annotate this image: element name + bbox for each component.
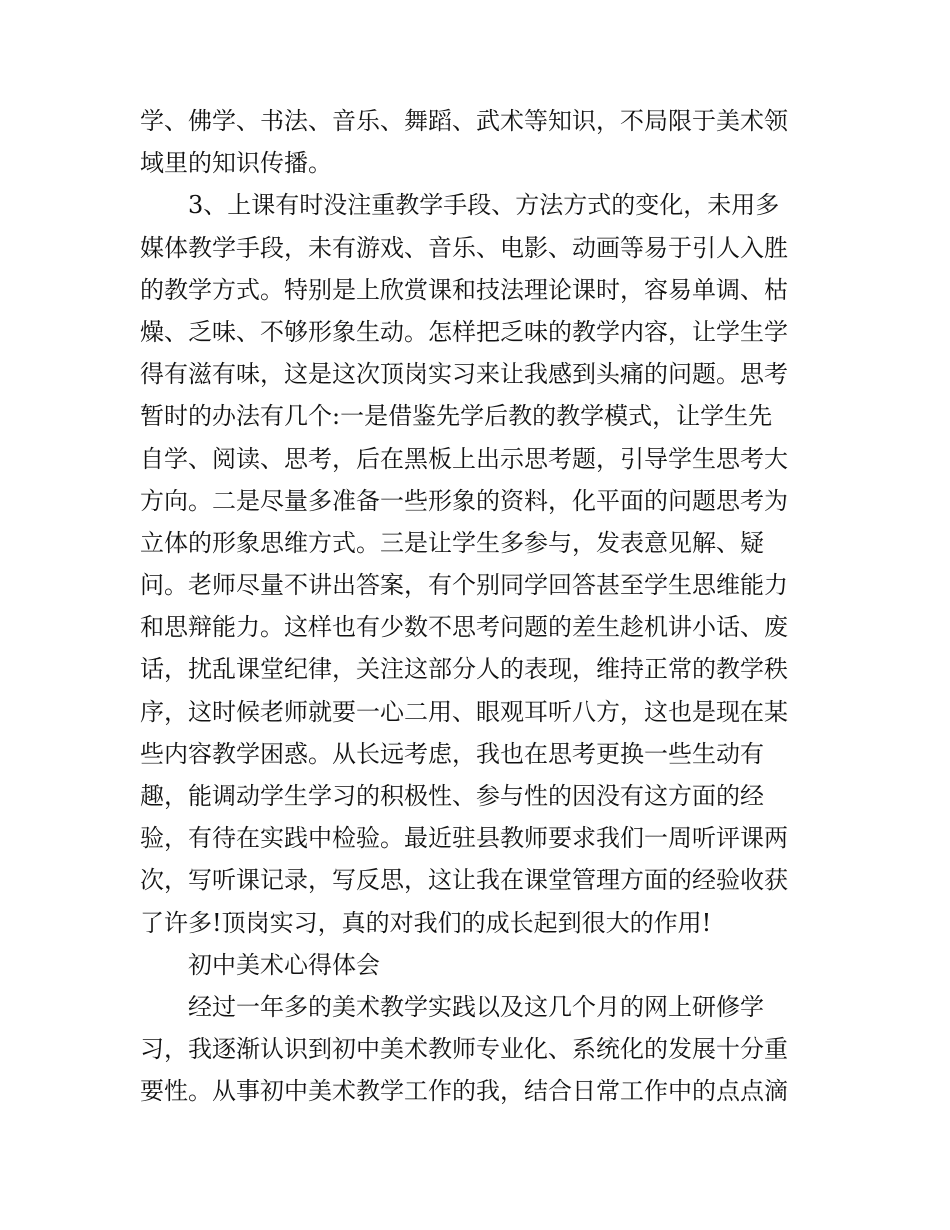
text-line: 趣，能调动学生学习的积极性、参与性的因没有这方面的经 <box>140 782 764 810</box>
section-heading: 初中美术心得体会 <box>188 950 380 979</box>
text-line: 方向。二是尽量多准备一些形象的资料，化平面的问题思考为 <box>140 486 788 515</box>
text-line: 问。老师尽量不讲出答案，有个别同学回答甚至学生思维能力 <box>140 571 788 600</box>
text-line: 序，这时候老师就要一心二用、眼观耳听八方，这也是现在某 <box>140 697 788 726</box>
text-line: 燥、乏味、不够形象生动。怎样把乏味的教学内容，让学生学 <box>140 317 788 346</box>
text-line: 些内容教学困惑。从长远考虑，我也在思考更换一些生动有 <box>140 739 764 768</box>
text-line: 域里的知识传播。 <box>140 149 332 178</box>
document-body <box>140 100 812 1113</box>
text-line: 的教学方式。特别是上欣赏课和技法理论课时，容易单调、枯 <box>140 275 788 304</box>
text-line: 立体的形象思维方式。三是让学生多参与，发表意见解、疑 <box>140 528 764 557</box>
text-line: 话，扰乱课堂纪律，关注这部分人的表现，维持正常的教学秩 <box>140 655 788 684</box>
text-line: 媒体教学手段，未有游戏、音乐、电影、动画等易于引人入胜 <box>140 233 788 262</box>
text-line: 经过一年多的美术教学实践以及这几个月的网上研修学 <box>188 992 764 1021</box>
text-line: 习，我逐渐认识到初中美术教师专业化、系统化的发展十分重 <box>140 1035 788 1064</box>
text-line: 要性。从事初中美术教学工作的我，结合日常工作中的点点滴 <box>140 1077 788 1106</box>
text-line: 学、佛学、书法、音乐、舞蹈、武术等知识，不局限于美术领 <box>140 107 788 135</box>
text-line: 验，有待在实践中检验。最近驻县教师要求我们一周听评课两 <box>140 824 788 853</box>
text-line: 得有滋有味，这是这次顶岗实习来让我感到头痛的问题。思考 <box>140 360 788 389</box>
text-line: 次，写听课记录，写反思，这让我在课堂管理方面的经验收获 <box>140 866 788 895</box>
text-line: 暂时的办法有几个:一是借鉴先学后教的教学模式，让学生先 <box>140 402 773 431</box>
text-line: 和思辩能力。这样也有少数不思考问题的差生趁机讲小话、废 <box>140 613 788 642</box>
text-line: 了许多!顶岗实习，真的对我们的成长起到很大的作用! <box>140 908 712 937</box>
text-line: 3、上课有时没注重教学手段、方法方式的变化，未用多 <box>188 191 780 220</box>
text-line: 自学、阅读、思考，后在黑板上出示思考题，引导学生思考大 <box>140 444 788 473</box>
